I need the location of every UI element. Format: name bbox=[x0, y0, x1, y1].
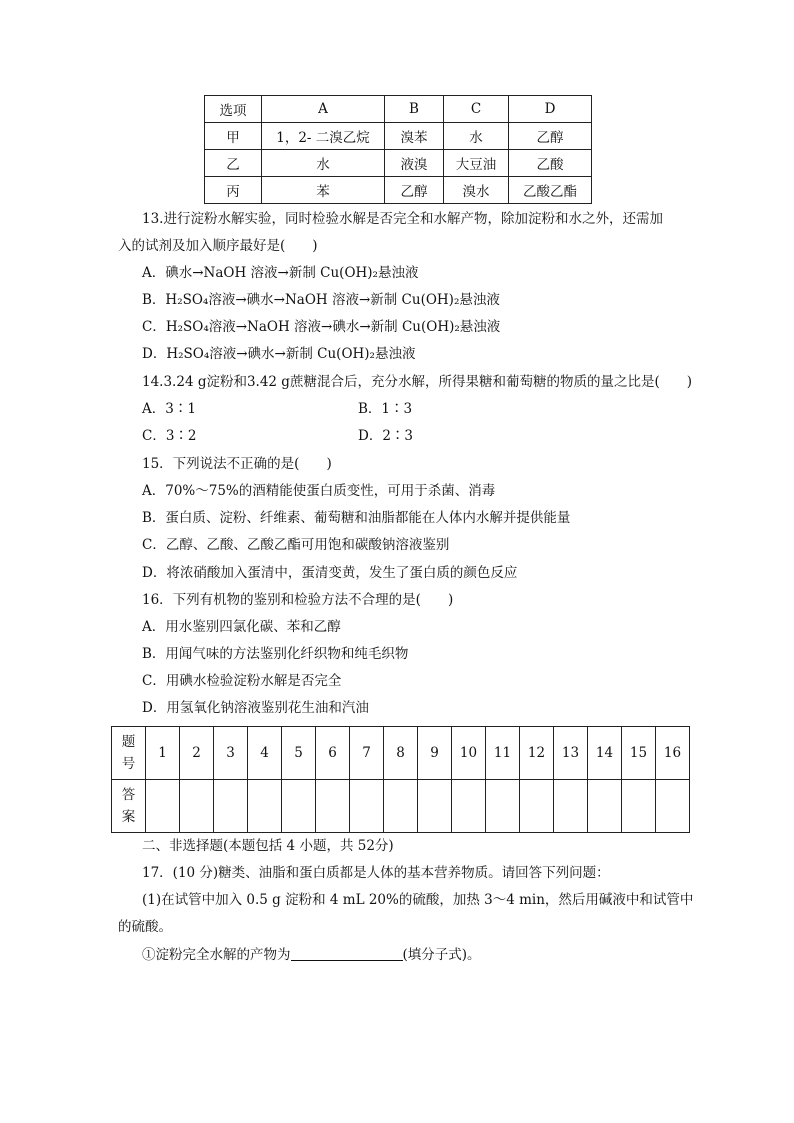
q13-option-a: A．碘水→NaOH 溶液→新制 Cu(OH)₂悬浊液 bbox=[142, 265, 419, 281]
q17-subquestion-1 bbox=[142, 945, 481, 965]
q16-option-b: B．用闻气味的方法鉴别化纤织物和纯毛织物 bbox=[142, 646, 409, 662]
option-table bbox=[204, 95, 592, 204]
label-char: 题 bbox=[121, 734, 136, 750]
question-number-cell: 5 bbox=[282, 727, 316, 780]
q17-stem: 17．(10 分)糖类、油脂和蛋白质都是人体的基本营养物质。请回答下列问题： bbox=[142, 865, 610, 881]
question-number-cell: 6 bbox=[316, 727, 350, 780]
table-cell: 乙 bbox=[205, 150, 262, 177]
question-number-cell: 1 bbox=[146, 727, 180, 780]
table-header-cell: 选项 bbox=[205, 96, 262, 123]
question-number-cell: 9 bbox=[418, 727, 452, 780]
table-header-cell: D bbox=[509, 96, 592, 123]
answer-cell[interactable] bbox=[214, 780, 248, 833]
table-header-cell: B bbox=[385, 96, 444, 123]
q15-option-c: C．乙醇、乙酸、乙酸乙酯可用饱和碳酸钠溶液鉴别 bbox=[142, 537, 450, 553]
question-number-cell: 2 bbox=[180, 727, 214, 780]
table-cell: 水 bbox=[262, 150, 385, 177]
table-row bbox=[112, 780, 690, 833]
q17-part1-cont: 的硫酸。 bbox=[118, 919, 172, 935]
answer-cell[interactable] bbox=[554, 780, 588, 833]
q15-option-a: A．70%～75%的酒精能使蛋白质变性，可用于杀菌、消毒 bbox=[142, 483, 496, 499]
q13-option-d: D．H₂SO₄溶液→碘水→新制 Cu(OH)₂悬浊液 bbox=[142, 346, 416, 362]
q17-part1: (1)在试管中加入 0.5 g 淀粉和 4 mL 20%的硫酸，加热 3～4 min，然后用碱液中和试管中 bbox=[142, 892, 694, 908]
answer-cell[interactable] bbox=[180, 780, 214, 833]
answer-table bbox=[111, 726, 690, 833]
table-cell: 溴水 bbox=[444, 177, 509, 204]
q13-stem-cont: 入的试剂及加入顺序最好是( ) bbox=[118, 238, 318, 254]
answer-cell[interactable] bbox=[384, 780, 418, 833]
answer-blank[interactable] bbox=[291, 946, 403, 961]
table-cell: 水 bbox=[444, 123, 509, 150]
table-cell: 甲 bbox=[205, 123, 262, 150]
q16-option-c: C．用碘水检验淀粉水解是否完全 bbox=[142, 673, 342, 689]
table-row bbox=[205, 177, 592, 204]
answer-cell[interactable] bbox=[350, 780, 384, 833]
answer-cell[interactable] bbox=[486, 780, 520, 833]
answer-cell[interactable] bbox=[248, 780, 282, 833]
table-cell: 液溴 bbox=[385, 150, 444, 177]
table-cell: 苯 bbox=[262, 177, 385, 204]
question-number-cell: 13 bbox=[554, 727, 588, 780]
q14-option-a: A．3∶1 bbox=[142, 401, 196, 417]
label-char: 答 bbox=[121, 787, 136, 803]
table-cell: 乙醇 bbox=[509, 123, 592, 150]
answer-cell[interactable] bbox=[418, 780, 452, 833]
answer-cell[interactable] bbox=[316, 780, 350, 833]
table-cell: 乙酸 bbox=[509, 150, 592, 177]
question-number-cell: 16 bbox=[656, 727, 690, 780]
q17-sub1-suffix: (填分子式)。 bbox=[402, 947, 481, 963]
q13-option-c: C．H₂SO₄溶液→NaOH 溶液→碘水→新制 Cu(OH)₂悬浊液 bbox=[142, 319, 501, 335]
q13-option-b: B．H₂SO₄溶液→碘水→NaOH 溶液→新制 Cu(OH)₂悬浊液 bbox=[142, 292, 500, 308]
table-row bbox=[205, 150, 592, 177]
q15-stem: 15．下列说法不正确的是( ) bbox=[142, 456, 332, 472]
table-header-cell: A bbox=[262, 96, 385, 123]
answer-cell[interactable] bbox=[656, 780, 690, 833]
question-number-cell: 10 bbox=[452, 727, 486, 780]
question-number-cell: 15 bbox=[622, 727, 656, 780]
table-row bbox=[205, 123, 592, 150]
question-number-cell: 11 bbox=[486, 727, 520, 780]
q16-option-d: D．用氢氧化钠溶液鉴别花生油和汽油 bbox=[142, 700, 369, 716]
q14-option-c: C．3∶2 bbox=[142, 428, 197, 444]
question-number-cell: 7 bbox=[350, 727, 384, 780]
table-cell: 溴苯 bbox=[385, 123, 444, 150]
table-row bbox=[205, 96, 592, 123]
table-cell: 丙 bbox=[205, 177, 262, 204]
question-number-cell: 4 bbox=[248, 727, 282, 780]
q15-option-d: D．将浓硝酸加入蛋清中，蛋清变黄，发生了蛋白质的颜色反应 bbox=[142, 565, 518, 581]
q15-option-b: B．蛋白质、淀粉、纤维素、葡萄糖和油脂都能在人体内水解并提供能量 bbox=[142, 510, 571, 526]
answer-cell[interactable] bbox=[146, 780, 180, 833]
question-number-cell: 3 bbox=[214, 727, 248, 780]
table-header-cell: C bbox=[444, 96, 509, 123]
q13-stem: 13.进行淀粉水解实验，同时检验水解是否完全和水解产物，除加淀粉和水之外，还需加 bbox=[142, 211, 663, 227]
q16-stem: 16．下列有机物的鉴别和检验方法不合理的是( ) bbox=[142, 592, 454, 608]
answer-cell[interactable] bbox=[520, 780, 554, 833]
question-number-cell: 14 bbox=[588, 727, 622, 780]
question-number-cell: 8 bbox=[384, 727, 418, 780]
label-char: 案 bbox=[121, 809, 136, 825]
table-row bbox=[112, 727, 690, 780]
answer-row-label bbox=[112, 727, 146, 780]
table-cell: 乙酸乙酯 bbox=[509, 177, 592, 204]
q14-option-d: D．2∶3 bbox=[358, 428, 414, 444]
q14-option-b: B．1∶3 bbox=[358, 401, 413, 417]
question-number-cell: 12 bbox=[520, 727, 554, 780]
answer-cell[interactable] bbox=[282, 780, 316, 833]
label-char: 号 bbox=[121, 756, 136, 772]
q14-stem: 14.3.24 g淀粉和3.42 g蔗糖混合后，充分水解，所得果糖和葡萄糖的物质的量之比是( ) bbox=[142, 374, 692, 390]
answer-row-label bbox=[112, 780, 146, 833]
section-heading: 二、非选择题(本题包括 4 小题，共 52分) bbox=[142, 838, 394, 854]
answer-cell[interactable] bbox=[588, 780, 622, 833]
table-cell: 1，2- 二溴乙烷 bbox=[262, 123, 385, 150]
q16-option-a: A．用水鉴别四氯化碳、苯和乙醇 bbox=[142, 619, 341, 635]
table-cell: 乙醇 bbox=[385, 177, 444, 204]
answer-cell[interactable] bbox=[452, 780, 486, 833]
answer-cell[interactable] bbox=[622, 780, 656, 833]
q17-sub1-prefix: ①淀粉完全水解的产物为 bbox=[142, 947, 291, 963]
table-cell: 大豆油 bbox=[444, 150, 509, 177]
